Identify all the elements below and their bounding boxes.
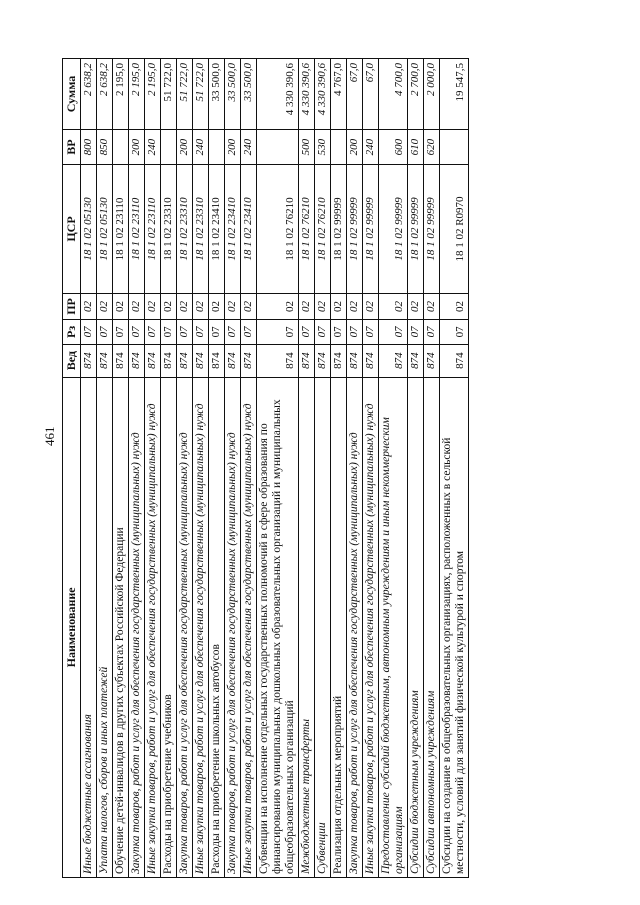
cell-ved: 874: [315, 344, 331, 377]
cell-csr: 18 1 02 23110: [113, 165, 129, 293]
cell-sum: 33 500,0: [225, 59, 241, 130]
cell-sum: 51 722,0: [193, 59, 209, 130]
cell-sum: 2 195,0: [113, 59, 129, 130]
cell-ved: 874: [363, 344, 379, 377]
table-row: [113, 59, 129, 878]
cell-pr: 02: [113, 293, 129, 320]
cell-rz: 07: [257, 320, 299, 344]
table-row: [408, 59, 424, 878]
cell-vr: 240: [145, 129, 161, 164]
cell-vr: 530: [315, 129, 331, 164]
table-row: [379, 59, 408, 878]
cell-rz: 07: [424, 320, 440, 344]
cell-sum: 4 330 390,6: [315, 59, 331, 130]
cell-sum: 2 195,0: [129, 59, 145, 130]
header-name: Наименование: [63, 377, 81, 877]
cell-pr: 02: [193, 293, 209, 320]
cell-name: Закупка товаров, работ и услуг для обеспечения государственных (муниципальных) нужд: [129, 377, 145, 877]
cell-pr: 02: [209, 293, 225, 320]
cell-sum: 67,0: [363, 59, 379, 130]
cell-name: Иные закупки товаров, работ и услуг для обеспечения государственных (муниципальных) нужд: [193, 377, 209, 877]
cell-pr: 02: [331, 293, 347, 320]
cell-sum: 33 500,0: [241, 59, 257, 130]
table-row: [129, 59, 145, 878]
cell-name: Иные закупки товаров, работ и услуг для обеспечения государственных (муниципальных) нужд: [363, 377, 379, 877]
cell-rz: 07: [161, 320, 177, 344]
cell-rz: 07: [97, 320, 113, 344]
cell-vr: 200: [225, 129, 241, 164]
table-header-row: [63, 59, 81, 878]
cell-sum: 2 000,0: [424, 59, 440, 130]
cell-ved: 874: [145, 344, 161, 377]
cell-name: Субсидии автономным учреждениям: [424, 377, 440, 877]
budget-table: [62, 58, 469, 878]
cell-csr: 18 1 02 05130: [97, 165, 113, 293]
cell-csr: 18 1 02 23410: [209, 165, 225, 293]
cell-pr: 02: [257, 293, 299, 320]
cell-csr: 18 1 02 76210: [257, 165, 299, 293]
cell-rz: 07: [347, 320, 363, 344]
cell-rz: 07: [331, 320, 347, 344]
cell-ved: 874: [379, 344, 408, 377]
cell-sum: 4 767,0: [331, 59, 347, 130]
cell-name: Субвенции: [315, 377, 331, 877]
cell-sum: 2 195,0: [145, 59, 161, 130]
cell-sum: 67,0: [347, 59, 363, 130]
cell-rz: 07: [129, 320, 145, 344]
cell-csr: 18 1 02 23310: [177, 165, 193, 293]
table-body: [81, 59, 469, 878]
cell-vr: 850: [97, 129, 113, 164]
cell-rz: 07: [193, 320, 209, 344]
cell-vr: 240: [193, 129, 209, 164]
cell-csr: 18 1 02 76210: [315, 165, 331, 293]
cell-name: Закупка товаров, работ и услуг для обеспечения государственных (муниципальных) нужд: [225, 377, 241, 877]
cell-pr: 02: [177, 293, 193, 320]
cell-ved: 874: [424, 344, 440, 377]
cell-name: Закупка товаров, работ и услуг для обеспечения государственных (муниципальных) нужд: [177, 377, 193, 877]
cell-pr: 02: [379, 293, 408, 320]
table-row: [331, 59, 347, 878]
cell-sum: 4 330 390,6: [299, 59, 315, 130]
cell-csr: 18 1 02 23310: [161, 165, 177, 293]
cell-name: Предоставление субсидий бюджетным, автономным учреждениям и иным некоммерческим организациям: [379, 377, 408, 877]
cell-vr: 240: [241, 129, 257, 164]
cell-sum: 19 547,5: [440, 59, 469, 130]
cell-vr: [209, 129, 225, 164]
cell-csr: 18 1 02 99999: [408, 165, 424, 293]
cell-name: Иные закупки товаров, работ и услуг для обеспечения государственных (муниципальных) нужд: [145, 377, 161, 877]
cell-pr: 02: [347, 293, 363, 320]
cell-rz: 07: [113, 320, 129, 344]
cell-ved: 874: [225, 344, 241, 377]
cell-vr: 200: [177, 129, 193, 164]
header-vr: ВР: [63, 129, 81, 164]
table-row: [299, 59, 315, 878]
cell-vr: 800: [81, 129, 97, 164]
cell-ved: 874: [209, 344, 225, 377]
cell-rz: 07: [440, 320, 469, 344]
cell-csr: 18 1 02 99999: [331, 165, 347, 293]
cell-ved: 874: [257, 344, 299, 377]
cell-name: Закупка товаров, работ и услуг для обеспечения государственных (муниципальных) нужд: [347, 377, 363, 877]
cell-rz: 07: [315, 320, 331, 344]
table-row: [209, 59, 225, 878]
cell-ved: 874: [299, 344, 315, 377]
cell-vr: 620: [424, 129, 440, 164]
cell-rz: 07: [363, 320, 379, 344]
cell-pr: 02: [424, 293, 440, 320]
cell-rz: 07: [299, 320, 315, 344]
cell-sum: 51 722,0: [161, 59, 177, 130]
cell-name: Расходы на приобретение учебников: [161, 377, 177, 877]
rotated-page-content: [62, 58, 582, 878]
cell-rz: 07: [225, 320, 241, 344]
cell-pr: 02: [315, 293, 331, 320]
table-row: [363, 59, 379, 878]
cell-rz: 07: [241, 320, 257, 344]
cell-csr: 18 1 02 23110: [129, 165, 145, 293]
cell-name: Реализация отдельных мероприятий: [331, 377, 347, 877]
cell-ved: 874: [161, 344, 177, 377]
cell-sum: 2 638,2: [81, 59, 97, 130]
cell-pr: 02: [225, 293, 241, 320]
cell-vr: [440, 129, 469, 164]
cell-sum: 33 500,0: [209, 59, 225, 130]
cell-vr: 200: [347, 129, 363, 164]
cell-csr: 18 1 02 23410: [241, 165, 257, 293]
cell-sum: 51 722,0: [177, 59, 193, 130]
cell-name: Иные бюджетные ассигнования: [81, 377, 97, 877]
cell-pr: 02: [408, 293, 424, 320]
cell-pr: 02: [363, 293, 379, 320]
cell-vr: 240: [363, 129, 379, 164]
cell-rz: 07: [209, 320, 225, 344]
cell-name: Субсидии на создание в общеобразовательных организациях, расположенных в сельской местности, условий для занятий физической культурой и спортом: [440, 377, 469, 877]
cell-csr: 18 1 02 99999: [347, 165, 363, 293]
cell-name: Уплата налогов, сборов и иных платежей: [97, 377, 113, 877]
cell-name: Субвенции на исполнение отдельных государственных полномочий в сфере образования по финансированию муниципальных дошкольных образовательных организаций и муниципальных общеобразовательных организаций: [257, 377, 299, 877]
cell-ved: 874: [241, 344, 257, 377]
cell-csr: 18 1 02 05130: [81, 165, 97, 293]
cell-csr: 18 1 02 99999: [424, 165, 440, 293]
cell-ved: 874: [97, 344, 113, 377]
cell-csr: 18 1 02 R0970: [440, 165, 469, 293]
cell-ved: 874: [129, 344, 145, 377]
cell-pr: 02: [299, 293, 315, 320]
cell-rz: 07: [379, 320, 408, 344]
cell-pr: 02: [440, 293, 469, 320]
table-row: [225, 59, 241, 878]
cell-vr: 200: [129, 129, 145, 164]
cell-sum: 2 638,2: [97, 59, 113, 130]
cell-rz: 07: [177, 320, 193, 344]
table-row: [440, 59, 469, 878]
table-row: [145, 59, 161, 878]
cell-vr: [257, 129, 299, 164]
cell-name: Обучение детей-инвалидов в других субъектах Российской Федерации: [113, 377, 129, 877]
cell-name: Иные закупки товаров, работ и услуг для обеспечения государственных (муниципальных) нужд: [241, 377, 257, 877]
cell-vr: 610: [408, 129, 424, 164]
cell-pr: 02: [97, 293, 113, 320]
table-row: [81, 59, 97, 878]
cell-ved: 874: [331, 344, 347, 377]
table-row: [347, 59, 363, 878]
table-row: [424, 59, 440, 878]
cell-pr: 02: [129, 293, 145, 320]
cell-name: Расходы на приобретение школьных автобусов: [209, 377, 225, 877]
cell-pr: 02: [241, 293, 257, 320]
table-row: [161, 59, 177, 878]
cell-ved: 874: [193, 344, 209, 377]
cell-pr: 02: [145, 293, 161, 320]
header-sum: Сумма: [63, 59, 81, 130]
table-row: [315, 59, 331, 878]
cell-vr: 600: [379, 129, 408, 164]
cell-pr: 02: [81, 293, 97, 320]
cell-ved: 874: [177, 344, 193, 377]
table-row: [177, 59, 193, 878]
header-csr: ЦСР: [63, 165, 81, 293]
cell-ved: 874: [347, 344, 363, 377]
cell-rz: 07: [408, 320, 424, 344]
page-number: 461: [42, 426, 57, 446]
cell-csr: 18 1 02 23310: [193, 165, 209, 293]
cell-vr: [161, 129, 177, 164]
table-row: [193, 59, 209, 878]
cell-ved: 874: [440, 344, 469, 377]
header-ved: Вед: [63, 344, 81, 377]
cell-ved: 874: [113, 344, 129, 377]
cell-csr: 18 1 02 99999: [379, 165, 408, 293]
header-rz: Рз: [63, 320, 81, 344]
table-row: [257, 59, 299, 878]
cell-csr: 18 1 02 99999: [363, 165, 379, 293]
cell-rz: 07: [81, 320, 97, 344]
cell-sum: 2 700,0: [408, 59, 424, 130]
cell-csr: 18 1 02 76210: [299, 165, 315, 293]
cell-csr: 18 1 02 23110: [145, 165, 161, 293]
cell-vr: 500: [299, 129, 315, 164]
cell-rz: 07: [145, 320, 161, 344]
cell-sum: 4 330 390,6: [257, 59, 299, 130]
cell-vr: [331, 129, 347, 164]
cell-name: Межбюджетные трансферты: [299, 377, 315, 877]
cell-pr: 02: [161, 293, 177, 320]
header-pr: ПР: [63, 293, 81, 320]
table-row: [241, 59, 257, 878]
cell-sum: 4 700,0: [379, 59, 408, 130]
cell-csr: 18 1 02 23410: [225, 165, 241, 293]
cell-vr: [113, 129, 129, 164]
cell-ved: 874: [408, 344, 424, 377]
table-row: [97, 59, 113, 878]
cell-name: Субсидии бюджетным учреждениям: [408, 377, 424, 877]
cell-ved: 874: [81, 344, 97, 377]
